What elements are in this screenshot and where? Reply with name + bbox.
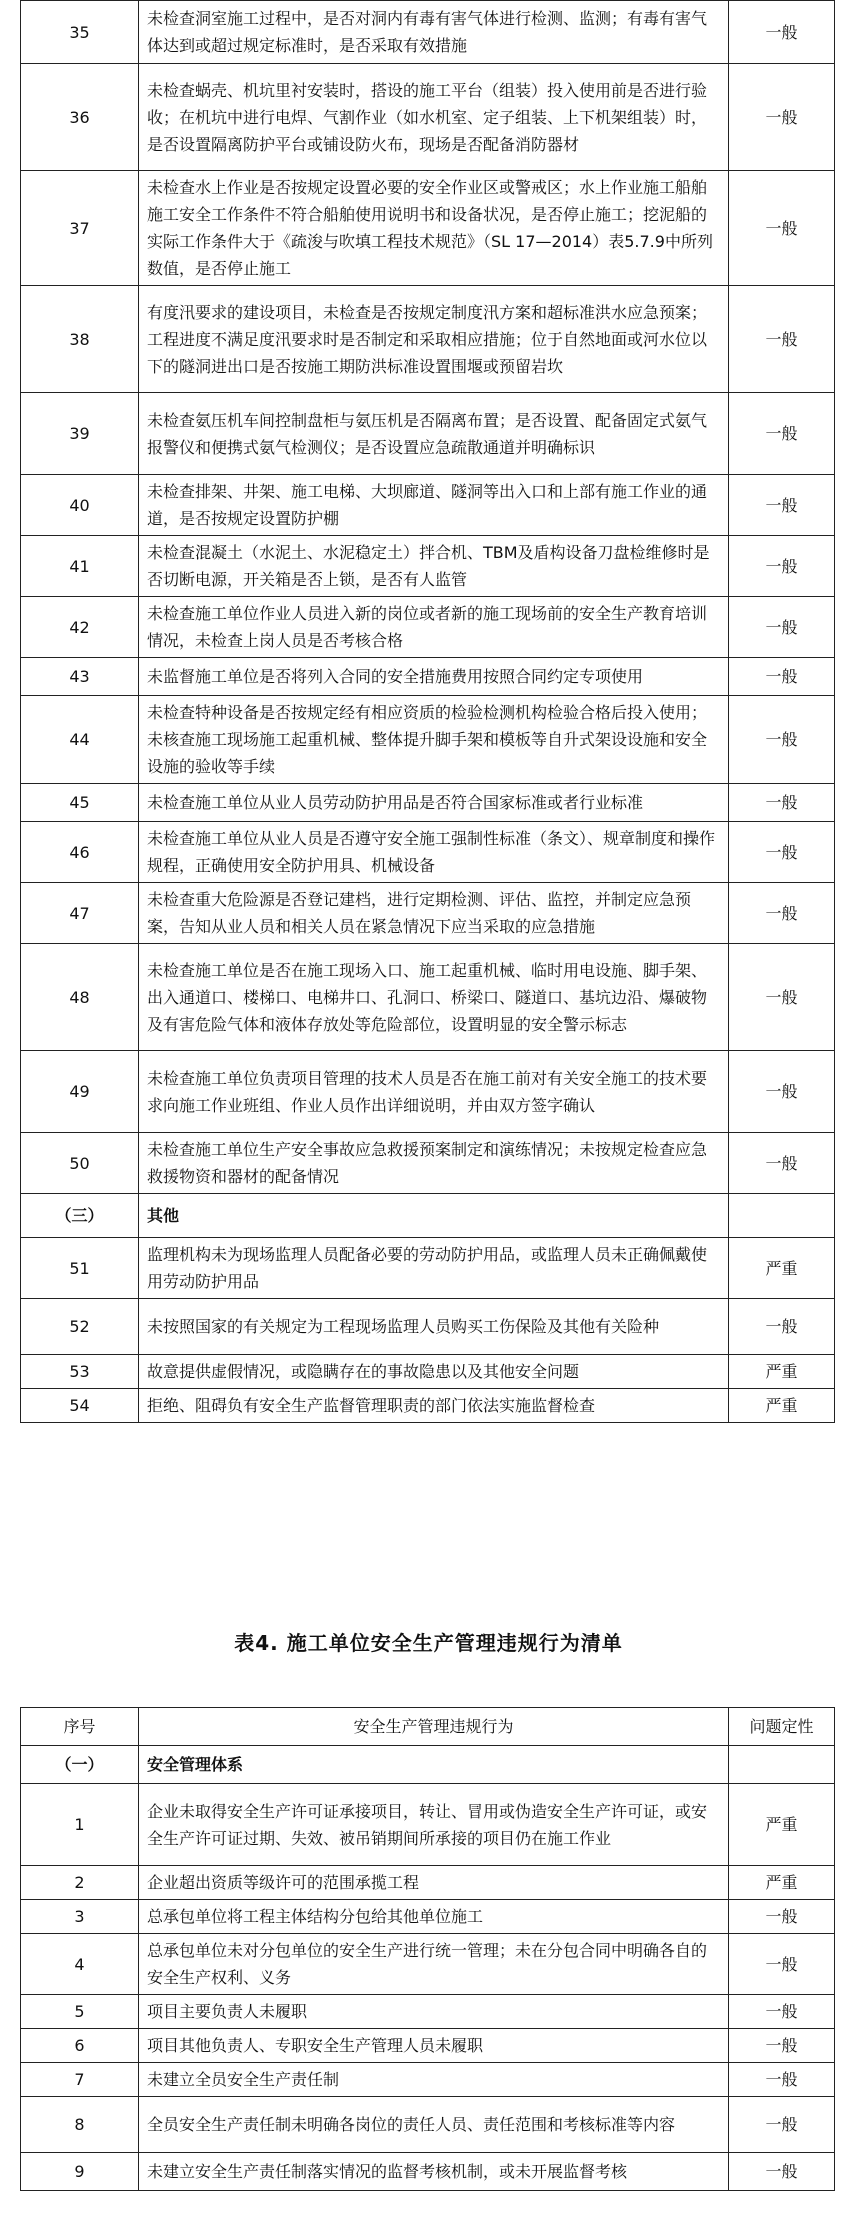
row-violation-text: 未建立全员安全生产责任制 [139, 2063, 729, 2097]
row-violation-text: 故意提供虚假情况，或隐瞒存在的事故隐患以及其他安全问题 [139, 1355, 729, 1389]
table-row [21, 2063, 835, 2097]
row-violation-text: 未检查施工单位负责项目管理的技术人员是否在施工前对有关安全施工的技术要求向施工作业班组、作业人员作出详细说明，并由双方签字确认 [139, 1051, 729, 1133]
row-serial-no: 9 [21, 2153, 139, 2191]
table-row [21, 64, 835, 171]
table-row [21, 2029, 835, 2063]
row-serial-no: 45 [21, 784, 139, 822]
row-serial-no: 2 [21, 1866, 139, 1900]
row-violation-text: 未监督施工单位是否将列入合同的安全措施费用按照合同约定专项使用 [139, 658, 729, 696]
row-violation-text: 未检查施工单位生产安全事故应急救援预案制定和演练情况；未按规定检查应急救援物资和器材的配备情况 [139, 1133, 729, 1194]
row-serial-no: （一） [21, 1746, 139, 1784]
row-serial-no: 38 [21, 286, 139, 393]
row-violation-text: 企业未取得安全生产许可证承接项目，转让、冒用或伪造安全生产许可证，或安全生产许可证过期、失效、被吊销期间所承接的项目仍在施工作业 [139, 1784, 729, 1866]
row-serial-no: 5 [21, 1995, 139, 2029]
row-issue-level: 一般 [729, 1900, 835, 1934]
row-serial-no: 3 [21, 1900, 139, 1934]
table-row [21, 475, 835, 536]
row-serial-no: 46 [21, 822, 139, 883]
table-row [21, 1299, 835, 1355]
row-issue-level: 一般 [729, 286, 835, 393]
table-row [21, 1355, 835, 1389]
row-issue-level: 一般 [729, 1, 835, 64]
row-issue-level: 严重 [729, 1866, 835, 1900]
row-violation-text: 未检查施工单位是否在施工现场入口、施工起重机械、临时用电设施、脚手架、出入通道口、楼梯口、电梯井口、孔洞口、桥梁口、隧道口、基坑边沿、爆破物及有害危险气体和液体存放处等危险部位，设置明显的安全警示标志 [139, 944, 729, 1051]
row-issue-level: 一般 [729, 1299, 835, 1355]
row-issue-level: 一般 [729, 2153, 835, 2191]
row-violation-text: 未检查洞室施工过程中，是否对洞内有毒有害气体进行检测、监测；有毒有害气体达到或超过规定标准时，是否采取有效措施 [139, 1, 729, 64]
row-violation-text: 拒绝、阻碍负有安全生产监督管理职责的部门依法实施监督检查 [139, 1389, 729, 1423]
row-serial-no: 41 [21, 536, 139, 597]
row-violation-text: 总承包单位未对分包单位的安全生产进行统一管理；未在分包合同中明确各自的安全生产权利、义务 [139, 1934, 729, 1995]
row-violation-text: 未检查水上作业是否按规定设置必要的安全作业区或警戒区；水上作业施工船舶施工安全工作条件不符合船舶使用说明书和设备状况，是否停止施工；挖泥船的实际工作条件大于《疏浚与吹填工程技术规范》（SL 17—2014）表5.7.9中所列数值，是否停止施工 [139, 171, 729, 286]
row-violation-text: 未检查施工单位从业人员是否遵守安全施工强制性标准（条文）、规章制度和操作规程，正确使用安全防护用具、机械设备 [139, 822, 729, 883]
table-row [21, 658, 835, 696]
row-violation-text: 项目其他负责人、专职安全生产管理人员未履职 [139, 2029, 729, 2063]
row-violation-text: 全员安全生产责任制未明确各岗位的责任人员、责任范围和考核标准等内容 [139, 2097, 729, 2153]
row-serial-no: （三） [21, 1194, 139, 1238]
table-row [21, 1389, 835, 1423]
table-row [21, 393, 835, 475]
row-serial-no: 52 [21, 1299, 139, 1355]
row-serial-no: 53 [21, 1355, 139, 1389]
table-row [21, 171, 835, 286]
row-serial-no: 48 [21, 944, 139, 1051]
row-serial-no: 40 [21, 475, 139, 536]
row-violation-text: 监理机构未为现场监理人员配备必要的劳动防护用品，或监理人员未正确佩戴使用劳动防护用品 [139, 1238, 729, 1299]
contractor-violation-table-body [21, 1746, 835, 2191]
row-serial-no: 6 [21, 2029, 139, 2063]
row-issue-level: 一般 [729, 2097, 835, 2153]
row-issue-level: 一般 [729, 1133, 835, 1194]
row-violation-text: 未检查氨压机车间控制盘柜与氨压机是否隔离布置；是否设置、配备固定式氨气报警仪和便携式氨气检测仪；是否设置应急疏散通道并明确标识 [139, 393, 729, 475]
row-serial-no: 1 [21, 1784, 139, 1866]
table-header-row [21, 1708, 835, 1746]
row-issue-level: 一般 [729, 784, 835, 822]
row-issue-level: 一般 [729, 1995, 835, 2029]
table-row [21, 1866, 835, 1900]
row-issue-level: 一般 [729, 944, 835, 1051]
row-issue-level: 一般 [729, 171, 835, 286]
row-issue-level: 一般 [729, 1051, 835, 1133]
row-serial-no: 35 [21, 1, 139, 64]
row-violation-text: 有度汛要求的建设项目，未检查是否按规定制度汛方案和超标准洪水应急预案；工程进度不满足度汛要求时是否制定和采取相应措施；位于自然地面或河水位以下的隧洞进出口是否按施工期防洪标准设置围堰或预留岩坎 [139, 286, 729, 393]
row-serial-no: 7 [21, 2063, 139, 2097]
row-issue-level: 一般 [729, 883, 835, 944]
row-violation-text: 未检查蜗壳、机坑里衬安装时，搭设的施工平台（组装）投入使用前是否进行验收；在机坑中进行电焊、气割作业（如水机室、定子组装、上下机架组装）时，是否设置隔离防护平台或铺设防火布，现场是否配备消防器材 [139, 64, 729, 171]
table-row [21, 784, 835, 822]
table-row [21, 1934, 835, 1995]
row-serial-no: 43 [21, 658, 139, 696]
row-violation-text: 未按照国家的有关规定为工程现场监理人员购买工伤保险及其他有关险种 [139, 1299, 729, 1355]
row-serial-no: 49 [21, 1051, 139, 1133]
supervision-violation-table-body [21, 1, 835, 1423]
row-violation-text: 未检查特种设备是否按规定经有相应资质的检验检测机构检验合格后投入使用；未核查施工现场施工起重机械、整体提升脚手架和模板等自升式架设设施和安全设施的验收等手续 [139, 696, 729, 784]
section-title: 安全管理体系 [139, 1746, 729, 1784]
table-row [21, 944, 835, 1051]
row-serial-no: 47 [21, 883, 139, 944]
row-violation-text: 未检查重大危险源是否登记建档，进行定期检测、评估、监控，并制定应急预案，告知从业人员和相关人员在紧急情况下应当采取的应急措施 [139, 883, 729, 944]
table-row [21, 1238, 835, 1299]
table-row [21, 1900, 835, 1934]
table4-title: 表4. 施工单位安全生产管理违规行为清单 [234, 1631, 623, 1655]
row-issue-level: 严重 [729, 1238, 835, 1299]
supervision-violation-table [20, 0, 835, 1423]
row-issue-level: 一般 [729, 2063, 835, 2097]
table-row [21, 597, 835, 658]
row-issue-level: 一般 [729, 64, 835, 171]
header-serial-no: 序号 [21, 1708, 139, 1746]
row-violation-text: 企业超出资质等级许可的范围承揽工程 [139, 1866, 729, 1900]
row-issue-level: 一般 [729, 475, 835, 536]
row-issue-level [729, 1746, 835, 1784]
row-issue-level: 一般 [729, 393, 835, 475]
row-violation-text: 未检查混凝土（水泥土、水泥稳定土）拌合机、TBM及盾构设备刀盘检维修时是否切断电源，开关箱是否上锁，是否有人监管 [139, 536, 729, 597]
row-issue-level: 一般 [729, 696, 835, 784]
row-issue-level: 一般 [729, 822, 835, 883]
row-violation-text: 未检查施工单位从业人员劳动防护用品是否符合国家标准或者行业标准 [139, 784, 729, 822]
table-row [21, 822, 835, 883]
header-violation-behavior: 安全生产管理违规行为 [139, 1708, 729, 1746]
row-issue-level: 严重 [729, 1389, 835, 1423]
table-row [21, 1133, 835, 1194]
table-row [21, 2153, 835, 2191]
row-serial-no: 44 [21, 696, 139, 784]
row-violation-text: 未建立安全生产责任制落实情况的监督考核机制，或未开展监督考核 [139, 2153, 729, 2191]
row-serial-no: 54 [21, 1389, 139, 1423]
row-issue-level: 一般 [729, 536, 835, 597]
row-serial-no: 39 [21, 393, 139, 475]
table-row [21, 2097, 835, 2153]
table-row [21, 1995, 835, 2029]
row-issue-level: 严重 [729, 1355, 835, 1389]
row-serial-no: 50 [21, 1133, 139, 1194]
table-row [21, 536, 835, 597]
table-row [21, 286, 835, 393]
row-serial-no: 36 [21, 64, 139, 171]
row-issue-level: 一般 [729, 597, 835, 658]
contractor-violation-table [20, 1707, 835, 2191]
row-violation-text: 总承包单位将工程主体结构分包给其他单位施工 [139, 1900, 729, 1934]
row-serial-no: 51 [21, 1238, 139, 1299]
section-row [21, 1194, 835, 1238]
row-violation-text: 未检查排架、井架、施工电梯、大坝廊道、隧洞等出入口和上部有施工作业的通道，是否按规定设置防护棚 [139, 475, 729, 536]
row-violation-text: 项目主要负责人未履职 [139, 1995, 729, 2029]
table-row [21, 1784, 835, 1866]
row-issue-level: 一般 [729, 1934, 835, 1995]
row-issue-level: 一般 [729, 658, 835, 696]
table-row [21, 883, 835, 944]
row-issue-level: 严重 [729, 1784, 835, 1866]
header-issue-level: 问题定性 [729, 1708, 835, 1746]
table-row [21, 1051, 835, 1133]
section-title: 其他 [139, 1194, 729, 1238]
row-serial-no: 42 [21, 597, 139, 658]
row-issue-level [729, 1194, 835, 1238]
row-serial-no: 37 [21, 171, 139, 286]
table-row [21, 1, 835, 64]
row-issue-level: 一般 [729, 2029, 835, 2063]
table-row [21, 696, 835, 784]
row-serial-no: 4 [21, 1934, 139, 1995]
section-row [21, 1746, 835, 1784]
row-violation-text: 未检查施工单位作业人员进入新的岗位或者新的施工现场前的安全生产教育培训情况，未检查上岗人员是否考核合格 [139, 597, 729, 658]
row-serial-no: 8 [21, 2097, 139, 2153]
